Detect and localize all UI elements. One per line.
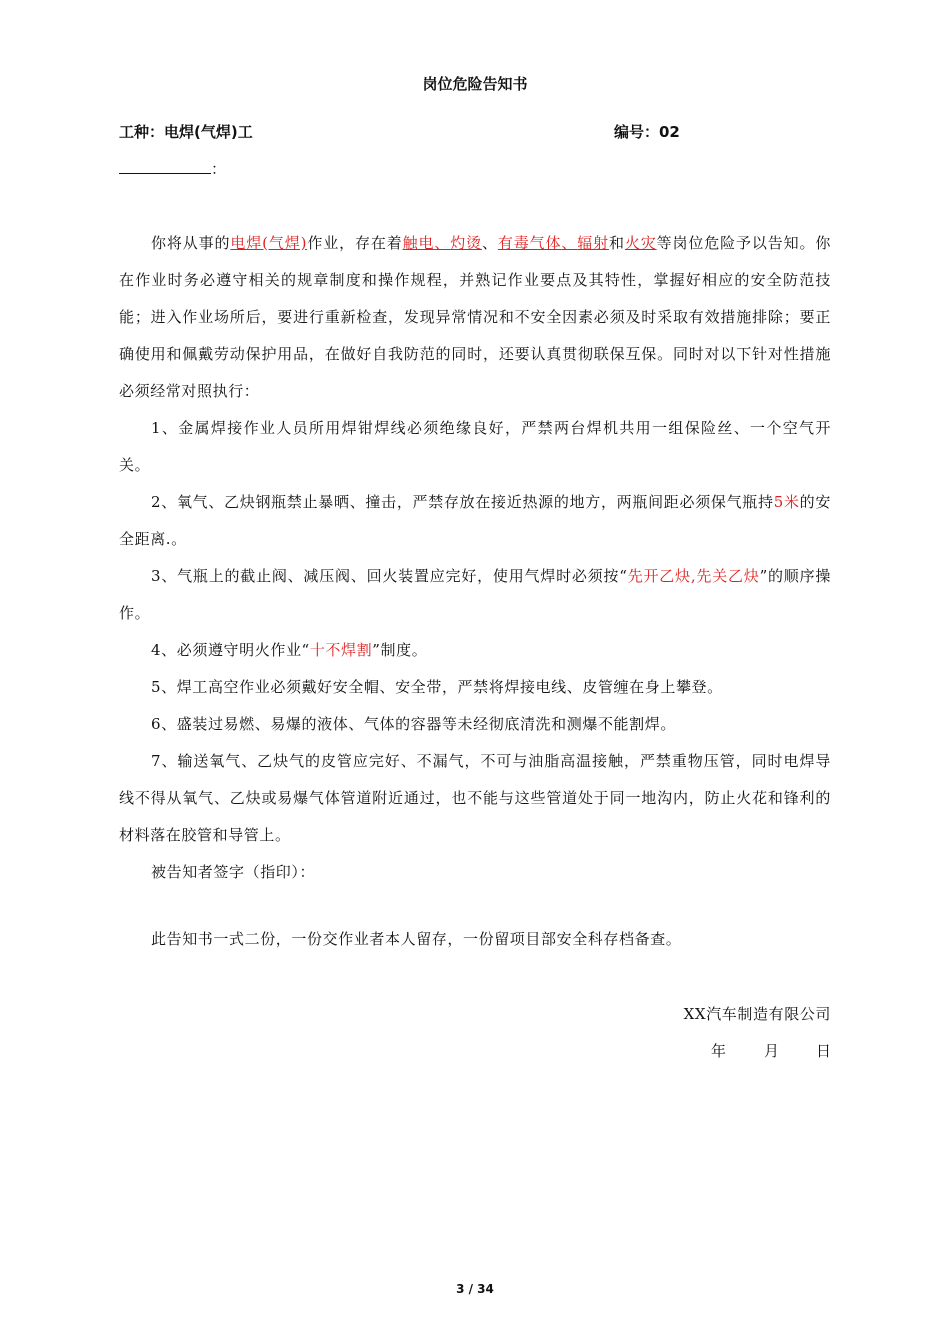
copies-notice: 此告知书一式二份，一份交作业者本人留存，一份留项目部安全科存档备查。 [151,930,682,948]
item4-text-a: 4、必须遵守明火作业“ [151,641,310,659]
intro-text-4: 等岗位危险予以告知。你在作业时务必遵守相关的规章制度和操作规程，并熟记作业要点及其特性，掌握好相应的安全防范技能；进入作业场所后，要进行重新检查，发现异常情况和不安全因素必须及时采取有效措施排除；要正确使用和佩戴劳动保护用品，在做好自我防范的同时，还要认真贯彻联保互保。同时对以下针对性措施必须经常对照执行： [119,234,831,400]
measure-item-3 [119,558,831,632]
document-number: 编号：02 [614,123,680,141]
recipient-colon: ： [211,160,227,178]
recipient-blank [119,159,211,174]
item4-text-b: ”制度。 [372,641,428,659]
date-day: 日 [816,1042,832,1060]
job-highlight: 电焊(气焊) [230,234,308,252]
date-month: 月 [764,1042,780,1060]
date-year: 年 [711,1042,727,1060]
page-number: 3 / 34 [456,1282,494,1296]
intro-text-1: 你将从事的 [151,234,231,252]
measure-item-4 [119,632,831,669]
hazard-sep-1: 、 [434,234,451,252]
item2-text-b: 的安全距离.。 [119,493,831,548]
item2-text-a: 2、氧气、乙炔钢瓶禁止暴晒、撞击，严禁存放在接近热源的地方，两瓶间距必须保气瓶持 [151,493,774,511]
hazard-burn: 灼烫 [450,234,482,252]
measure-item-6: 6、盛装过易燃、易爆的液体、气体的容器等未经彻底清洗和测爆不能割焊。 [151,715,676,733]
item3-text-a: 3、气瓶上的截止阀、减压阀、回火装置应完好，使用气焊时必须按“ [151,567,628,585]
document-title: 岗位危险告知书 [422,75,528,93]
item3-text-b: ”的顺序操作。 [119,567,831,622]
recipient-line [119,158,226,179]
item2-distance: 5米 [773,493,800,511]
job-type: 工种：电焊(气焊)工 [119,123,253,141]
hazard-sep-3: 、 [561,234,578,252]
hazard-electric: 触电 [402,234,435,252]
intro-paragraph [119,225,831,410]
intro-text-3: 和 [608,234,625,252]
hazard-toxic-gas: 有毒气体 [497,234,562,252]
document-body [119,225,831,891]
company-name: XX汽车制造有限公司 [683,1005,831,1023]
hazard-fire: 火灾 [624,234,657,252]
measure-item-7: 7、输送氧气、乙炔气的皮管应完好、不漏气，不可与油脂高温接触，严禁重物压管，同时电焊导线不得从氧气、乙炔或易爆气体管道附近通过，也不能与这些管道处于同一地沟内，防止火花和锋利的材料落在胶管和导管上。 [119,752,831,844]
hazard-sep-2: 、 [481,234,498,252]
date-line [711,1040,831,1062]
measure-item-1: 1、金属焊接作业人员所用焊钳焊线必须绝缘良好，严禁两台焊机共用一组保险丝、一个空气开关。 [119,419,831,474]
measure-item-2 [119,484,831,558]
hazard-radiation: 辐射 [577,234,609,252]
item4-rule: 十不焊割 [309,641,373,659]
signature-line: 被告知者签字（指印）： [151,863,316,881]
measure-item-5: 5、焊工高空作业必须戴好安全帽、安全带，严禁将焊接电线、皮管缠在身上攀登。 [151,678,723,696]
meta-row [119,121,719,143]
intro-text-2: 作业，存在着 [307,234,403,252]
item3-sequence: 先开乙炔,先关乙炔 [627,567,760,585]
